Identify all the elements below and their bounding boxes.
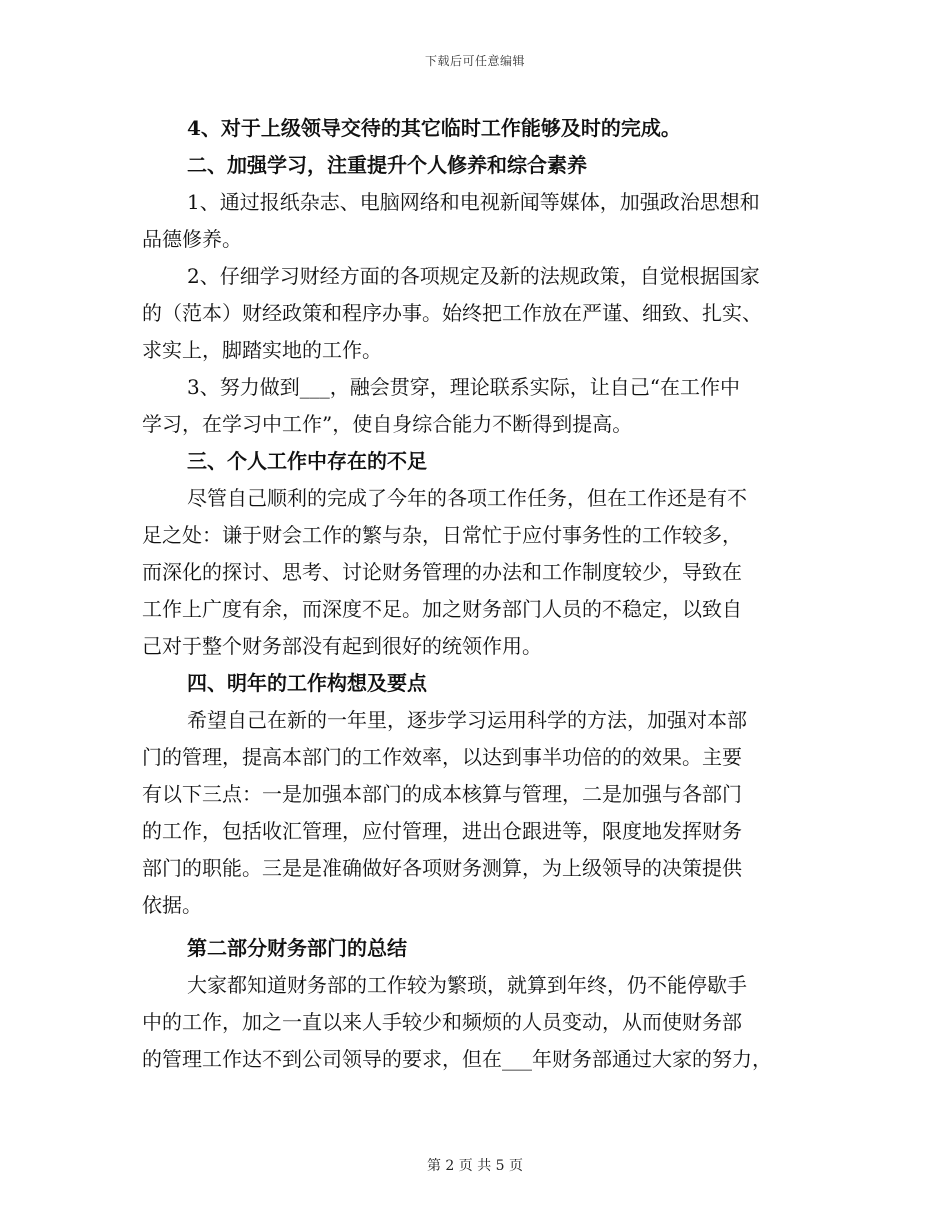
body-text-line: 足之处：谦于财会工作的繁与杂，日常忙于应付事务性的工作较多， bbox=[142, 523, 742, 547]
body-text-line: 而深化的探讨、思考、讨论财务管理的办法和工作制度较少，导致在 bbox=[142, 560, 742, 584]
body-text-line: 1、通过报纸杂志、电脑网络和电视新闻等媒体，加强政治思想和 bbox=[187, 190, 760, 214]
body-text-line: 中的工作，加之一直以来人手较少和频烦的人员变动，从而使财务部 bbox=[142, 1010, 742, 1034]
section-heading-line: 四、明年的工作构想及要点 bbox=[187, 671, 427, 695]
body-text-line: 己对于整个财务部没有起到很好的统领作用。 bbox=[142, 634, 542, 658]
body-text-line: 的管理工作达不到公司领导的要求，但在___年财务部通过大家的努力， bbox=[142, 1047, 772, 1071]
body-text-line: 3、努力做到___，融会贯穿，理论联系实际，让自己“在工作中 bbox=[187, 375, 740, 399]
body-text-line: 的（范本）财经政策和程序办事。始终把工作放在严谨、细致、扎实、 bbox=[142, 301, 762, 325]
body-text-line: 尽管自己顺利的完成了今年的各项工作任务，但在工作还是有不 bbox=[187, 486, 747, 510]
section-heading-line: 第二部分财务部门的总结 bbox=[187, 936, 407, 960]
body-text-line: 希望自己在新的一年里，逐步学习运用科学的方法，加强对本部 bbox=[187, 708, 747, 732]
document-body bbox=[142, 110, 814, 1078]
body-text-line: 依据。 bbox=[142, 893, 202, 917]
section-heading-line: 4、对于上级领导交待的其它临时工作能够及时的完成。 bbox=[187, 116, 681, 140]
body-text-line: 部门的职能。三是是准确做好各项财务测算，为上级领导的决策提供 bbox=[142, 856, 742, 880]
body-text-line: 工作上广度有余，而深度不足。加之财务部门人员的不稳定，以致自 bbox=[142, 597, 742, 621]
body-text-line: 门的管理，提高本部门的工作效率，以达到事半功倍的的效果。主要 bbox=[142, 745, 742, 769]
page-header: 下载后可任意编辑 bbox=[424, 54, 525, 68]
section-heading-line: 三、个人工作中存在的不足 bbox=[187, 449, 427, 473]
body-text-line: 学习，在学习中工作”，使自身综合能力不断得到提高。 bbox=[142, 412, 633, 436]
page-footer: 第 2 页 共 5 页 bbox=[426, 1158, 524, 1174]
body-text-line: 品德修养。 bbox=[142, 227, 242, 251]
body-text-line: 大家都知道财务部的工作较为繁琐，就算到年终，仍不能停歇手 bbox=[187, 973, 747, 997]
body-text-line: 2、仔细学习财经方面的各项规定及新的法规政策，自觉根据国家 bbox=[187, 264, 760, 288]
body-text-line: 的工作，包括收汇管理，应付管理，进出仓跟进等，限度地发挥财务 bbox=[142, 819, 742, 843]
body-text-line: 有以下三点：一是加强本部门的成本核算与管理，二是加强与各部门 bbox=[142, 782, 742, 806]
body-text-line: 求实上，脚踏实地的工作。 bbox=[142, 338, 382, 362]
section-heading-line: 二、加强学习，注重提升个人修养和综合素养 bbox=[187, 153, 587, 177]
